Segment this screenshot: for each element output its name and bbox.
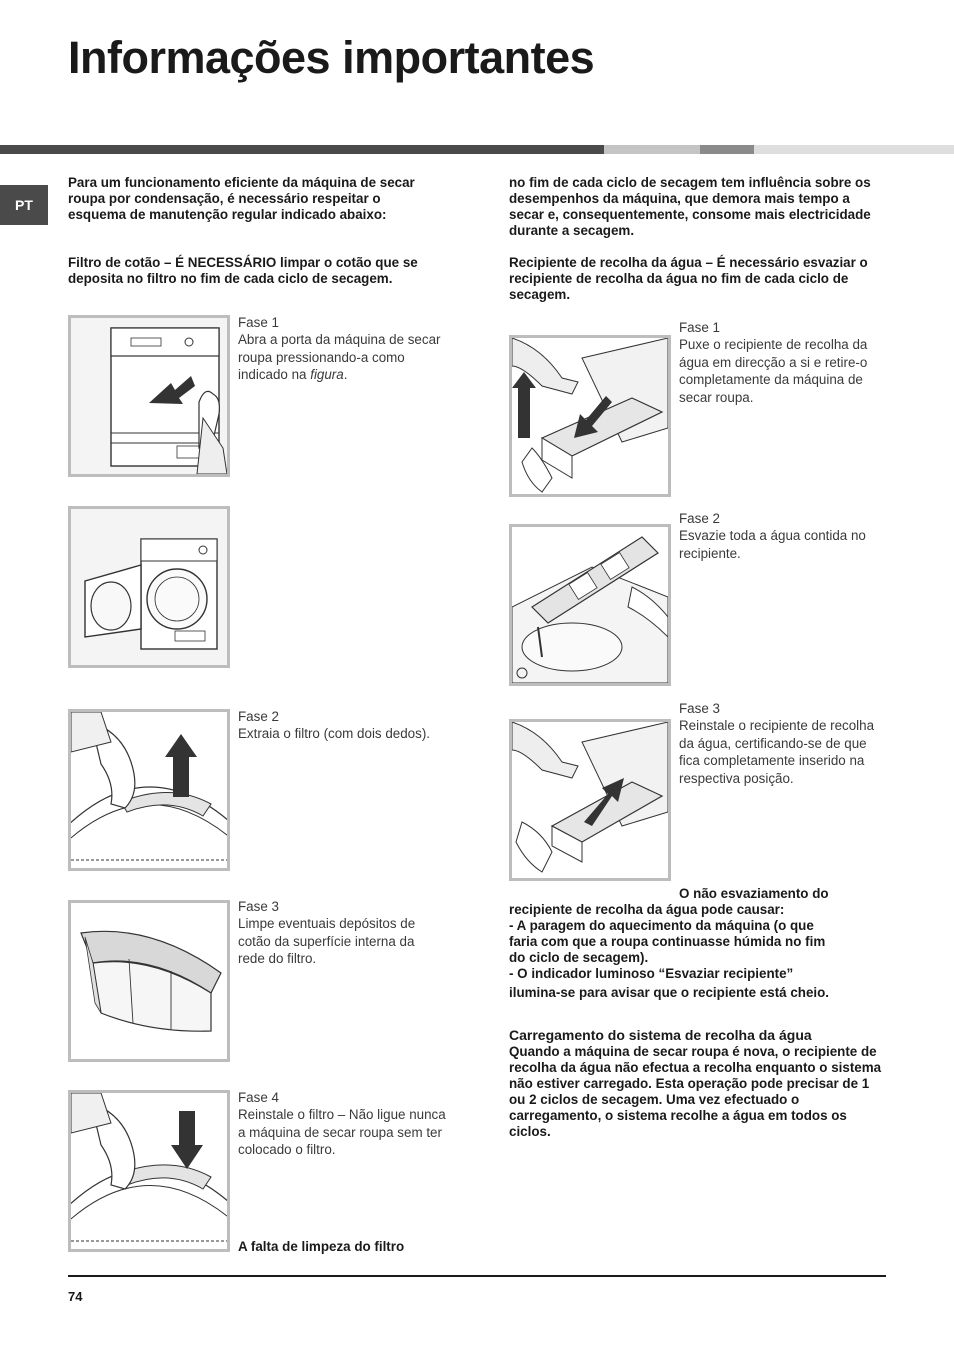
left-step-1-label: Fase 1 xyxy=(238,315,279,330)
dryer-open-illustration xyxy=(71,509,227,665)
header-rule-light xyxy=(604,145,700,154)
continued-paragraph: no fim de cada ciclo de secagem tem influência sobre os desempenhos da máquina, que demora mais tempo a secar e, consequentemente, consome mais electricidade durante a secagem. xyxy=(509,175,871,238)
header-rule-mid xyxy=(700,145,754,154)
figure-empty-container xyxy=(509,524,671,686)
water-warning-line-5: do ciclo de secagem). xyxy=(509,950,649,965)
left-step-4-caption xyxy=(238,1089,448,1159)
water-warning-line-1: O não esvaziamento do xyxy=(679,886,829,901)
left-step-1-text: Abra a porta da máquina de secar roupa pressionando-a como indicado na xyxy=(238,332,441,383)
figure-open-door xyxy=(68,315,230,477)
container-reinstall-illustration xyxy=(512,722,668,878)
left-step-2-caption xyxy=(238,708,453,743)
right-step-1-caption xyxy=(679,319,889,406)
water-warning-line-2: recipiente de recolha da água pode causar: xyxy=(509,902,785,917)
right-step-2-text: Esvazie toda a água contida no recipiente. xyxy=(679,528,866,561)
water-warning-line-4: faria com que a roupa continuasse húmida no fim xyxy=(509,934,826,949)
left-step-3-text: Limpe eventuais depósitos de cotão da superfície interna da rede do filtro. xyxy=(238,916,416,967)
figure-reinstall-filter xyxy=(68,1090,230,1252)
right-step-3-label: Fase 3 xyxy=(679,701,720,716)
filter-mesh-illustration xyxy=(71,903,227,1059)
water-warning-line-3: - A paragem do aquecimento da máquina (o que xyxy=(509,918,814,933)
dryer-push-illustration xyxy=(71,318,227,474)
figure-door-open xyxy=(68,506,230,668)
right-step-2-label: Fase 2 xyxy=(679,511,720,526)
figure-pull-container xyxy=(509,335,671,497)
right-step-1-label: Fase 1 xyxy=(679,320,720,335)
figure-reinstall-container xyxy=(509,719,671,881)
left-step-2-label: Fase 2 xyxy=(238,709,279,724)
left-step-4-text: Reinstale o filtro – Não ligue nunca a máquina de secar roupa sem ter colocado o filtro. xyxy=(238,1107,446,1158)
language-tab: PT xyxy=(0,185,48,225)
loading-paragraph: Quando a máquina de secar roupa é nova, o recipiente de recolha da água não efectua a recolha enquanto o sistema não estiver carregado. Esta operação pode precisar de 1 ou 2 ciclos de secagem. Uma vez efectuado o carregamento, o sistema recolhe a água em todos os ciclos. xyxy=(509,1044,882,1139)
left-step-3-label: Fase 3 xyxy=(238,899,279,914)
right-step-1-text: Puxe o recipiente de recolha da água em direcção a si e retire-o completamente da máquina de secar roupa. xyxy=(679,337,868,405)
right-step-2-caption xyxy=(679,510,889,562)
left-step-4-label: Fase 4 xyxy=(238,1090,279,1105)
water-heading: Recipiente de recolha da água – É necessário esvaziar o recipiente de recolha da água no fim de cada ciclo de secagem. xyxy=(509,255,868,302)
filter-heading: Filtro de cotão – É NECESSÁRIO limpar o cotão que se deposita no filtro no fim de cada ciclo de secagem. xyxy=(68,255,418,286)
right-step-3-text: Reinstale o recipiente de recolha da água, certificando-se de que fica completamente inserido na respectiva posição. xyxy=(679,718,875,786)
water-warning-line-6: - O indicador luminoso “Esvaziar recipiente” xyxy=(509,966,794,981)
header-rule-pale xyxy=(754,145,954,154)
intro-paragraph: Para um funcionamento eficiente da máquina de secar roupa por condensação, é necessário respeitar o esquema de manutenção regular indicado abaixo: xyxy=(68,175,415,222)
filter-reinstall-illustration xyxy=(71,1093,227,1249)
filter-extract-illustration xyxy=(71,712,227,868)
page-title: Informações importantes xyxy=(68,32,595,83)
right-step-3-caption xyxy=(679,700,889,787)
loading-heading: Carregamento do sistema de recolha da água xyxy=(509,1027,812,1043)
left-step-2-text: Extraia o filtro (com dois dedos). xyxy=(238,726,431,742)
left-step-1-italic: figura xyxy=(310,367,344,383)
container-pull-illustration xyxy=(512,338,668,494)
left-step-1-caption xyxy=(238,314,448,384)
filter-warning-start: A falta de limpeza do filtro xyxy=(238,1239,405,1254)
header-rule-dark xyxy=(0,145,604,154)
footer-rule xyxy=(68,1275,886,1277)
figure-clean-filter xyxy=(68,900,230,1062)
left-step-1-end: . xyxy=(343,367,348,383)
left-step-3-caption xyxy=(238,898,438,968)
container-empty-illustration xyxy=(512,527,668,683)
figure-extract-filter xyxy=(68,709,230,871)
page-number: 74 xyxy=(68,1289,83,1304)
water-warning-line-7: ilumina-se para avisar que o recipiente está cheio. xyxy=(509,985,830,1000)
